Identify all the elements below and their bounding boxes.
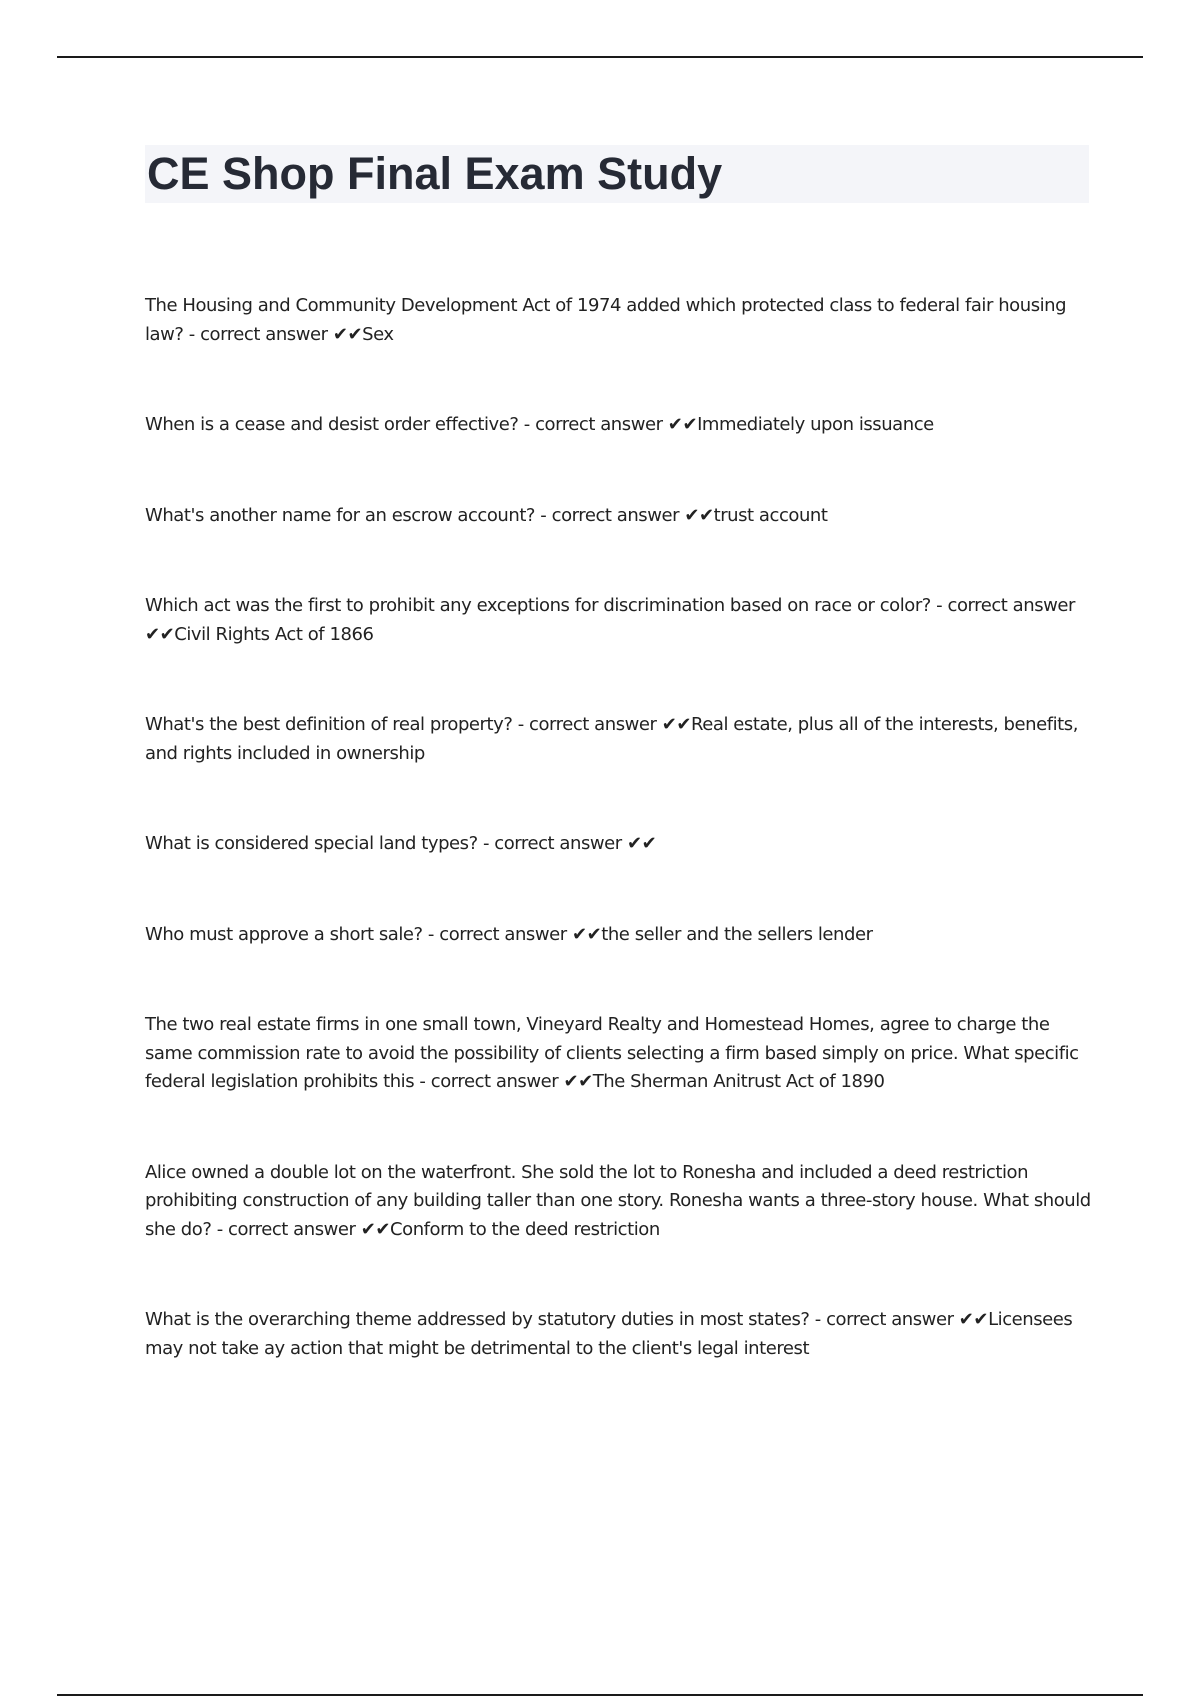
qa-list xyxy=(145,292,1095,1363)
qa-item-5: What's the best definition of real property? - correct answer ✔✔Real estate, plus all of the interests, benefits, and rights included in ownership xyxy=(145,714,1078,764)
page-title: CE Shop Final Exam Study xyxy=(147,148,723,199)
qa-item-1: The Housing and Community Development Act of 1974 added which protected class to federal fair housing law? - correct answer ✔✔Sex xyxy=(145,295,1067,345)
footer-rule xyxy=(57,1694,1143,1696)
qa-item-9: Alice owned a double lot on the waterfront. She sold the lot to Ronesha and included a deed restriction prohibiting construction of any building taller than one story. Ronesha wants a three-story house. What should she do? - correct answer ✔✔Conform to the deed restriction xyxy=(145,1161,1091,1240)
qa-item-7: Who must approve a short sale? - correct answer ✔✔the seller and the sellers lender xyxy=(145,923,873,945)
qa-item-4: Which act was the first to prohibit any exceptions for discrimination based on race or color? - correct answer ✔✔Civil Rights Act of 1866 xyxy=(145,595,1075,645)
qa-item-10: What is the overarching theme addressed by statutory duties in most states? - correct answer ✔✔Licensees may not take ay action that might be detrimental to the client's legal interest xyxy=(145,1309,1073,1359)
qa-item-6: What is considered special land types? - correct answer ✔✔ xyxy=(145,833,657,854)
title-band xyxy=(145,145,1089,203)
qa-item-3: What's another name for an escrow account? - correct answer ✔✔trust account xyxy=(145,504,828,526)
qa-item-8: The two real estate firms in one small town, Vineyard Realty and Homestead Homes, agree to charge the same commission rate to avoid the possibility of clients selecting a firm based simply on price. What specific federal legislation prohibits this - correct answer ✔✔The Sherman Anitrust Act of 1890 xyxy=(145,1014,1079,1092)
qa-item-2: When is a cease and desist order effective? - correct answer ✔✔Immediately upon issuance xyxy=(145,414,934,435)
header-rule xyxy=(57,56,1143,58)
